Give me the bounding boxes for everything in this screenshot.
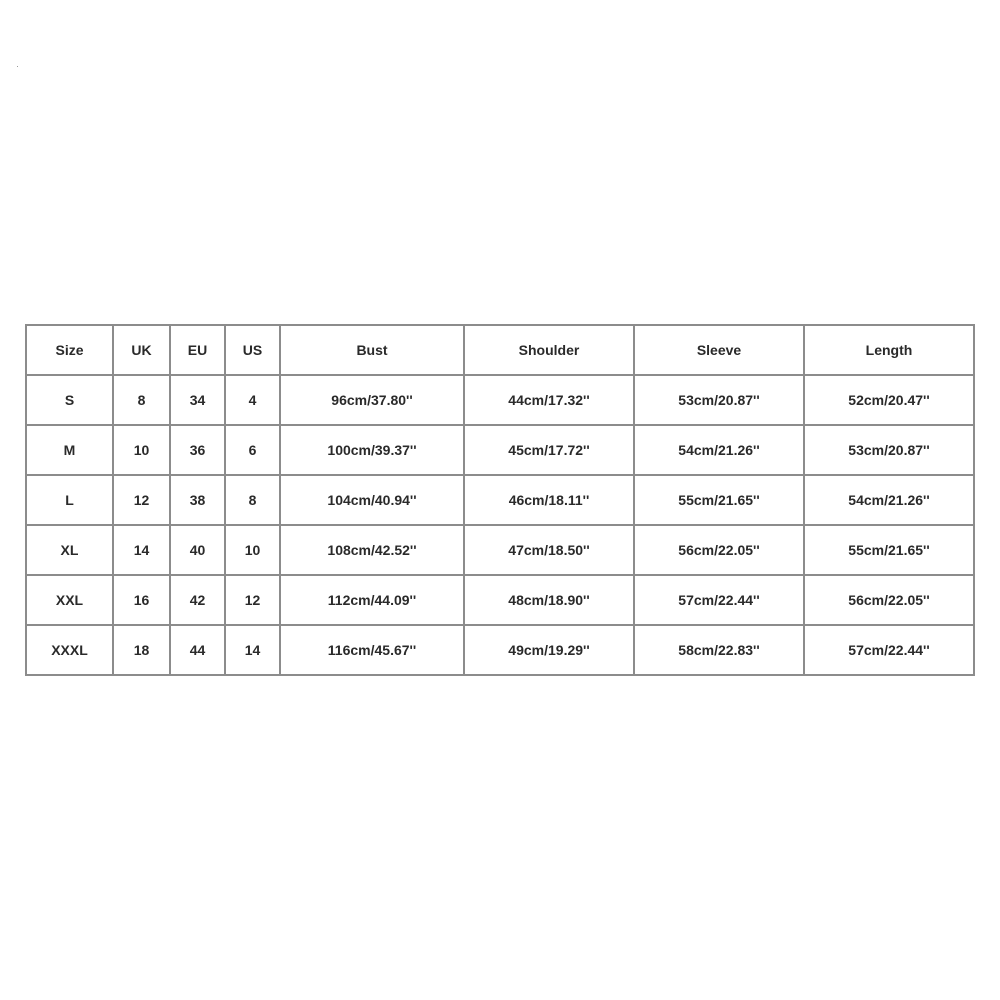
cell-sleeve: 58cm/22.83'': [634, 625, 804, 675]
cell-uk: 16: [113, 575, 170, 625]
table-row: [26, 375, 974, 425]
cell-shoulder: 48cm/18.90'': [464, 575, 634, 625]
cell-size: L: [26, 475, 113, 525]
cell-sleeve: 54cm/21.26'': [634, 425, 804, 475]
cell-eu: 38: [170, 475, 225, 525]
cell-uk: 12: [113, 475, 170, 525]
cell-bust: 112cm/44.09'': [280, 575, 464, 625]
header-row: [26, 325, 974, 375]
stray-dot: [17, 66, 18, 67]
cell-eu: 40: [170, 525, 225, 575]
cell-eu: 44: [170, 625, 225, 675]
cell-shoulder: 46cm/18.11'': [464, 475, 634, 525]
cell-uk: 10: [113, 425, 170, 475]
cell-size: XXL: [26, 575, 113, 625]
cell-bust: 96cm/37.80'': [280, 375, 464, 425]
cell-shoulder: 45cm/17.72'': [464, 425, 634, 475]
cell-eu: 34: [170, 375, 225, 425]
table-row: [26, 475, 974, 525]
cell-length: 57cm/22.44'': [804, 625, 974, 675]
cell-bust: 100cm/39.37'': [280, 425, 464, 475]
cell-bust: 108cm/42.52'': [280, 525, 464, 575]
cell-us: 6: [225, 425, 280, 475]
cell-sleeve: 53cm/20.87'': [634, 375, 804, 425]
cell-length: 54cm/21.26'': [804, 475, 974, 525]
header-length: Length: [804, 325, 974, 375]
cell-us: 12: [225, 575, 280, 625]
header-bust: Bust: [280, 325, 464, 375]
table-row: [26, 625, 974, 675]
cell-uk: 18: [113, 625, 170, 675]
cell-shoulder: 49cm/19.29'': [464, 625, 634, 675]
cell-size: M: [26, 425, 113, 475]
cell-sleeve: 57cm/22.44'': [634, 575, 804, 625]
cell-uk: 14: [113, 525, 170, 575]
cell-length: 52cm/20.47'': [804, 375, 974, 425]
cell-length: 55cm/21.65'': [804, 525, 974, 575]
cell-us: 8: [225, 475, 280, 525]
header-shoulder: Shoulder: [464, 325, 634, 375]
cell-eu: 36: [170, 425, 225, 475]
cell-length: 56cm/22.05'': [804, 575, 974, 625]
table-row: [26, 575, 974, 625]
header-us: US: [225, 325, 280, 375]
cell-sleeve: 56cm/22.05'': [634, 525, 804, 575]
table-row: [26, 425, 974, 475]
cell-eu: 42: [170, 575, 225, 625]
cell-sleeve: 55cm/21.65'': [634, 475, 804, 525]
cell-us: 10: [225, 525, 280, 575]
cell-bust: 116cm/45.67'': [280, 625, 464, 675]
cell-size: S: [26, 375, 113, 425]
cell-length: 53cm/20.87'': [804, 425, 974, 475]
header-eu: EU: [170, 325, 225, 375]
header-sleeve: Sleeve: [634, 325, 804, 375]
cell-shoulder: 47cm/18.50'': [464, 525, 634, 575]
cell-uk: 8: [113, 375, 170, 425]
header-size: Size: [26, 325, 113, 375]
cell-shoulder: 44cm/17.32'': [464, 375, 634, 425]
table-row: [26, 525, 974, 575]
header-uk: UK: [113, 325, 170, 375]
cell-us: 4: [225, 375, 280, 425]
cell-us: 14: [225, 625, 280, 675]
cell-size: XXXL: [26, 625, 113, 675]
cell-bust: 104cm/40.94'': [280, 475, 464, 525]
size-chart-table: [25, 324, 975, 676]
cell-size: XL: [26, 525, 113, 575]
